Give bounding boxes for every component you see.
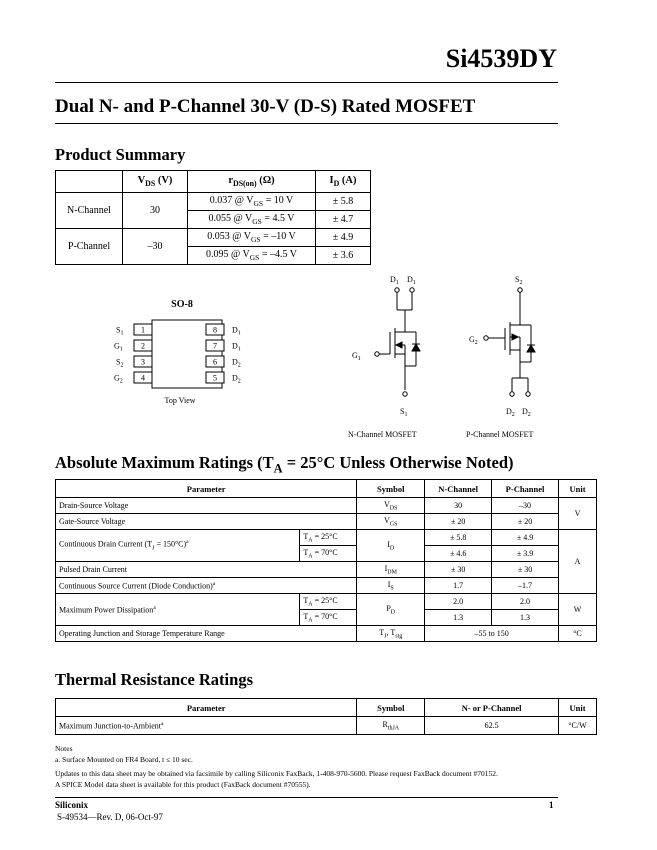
svg-text:4: 4: [141, 373, 145, 383]
rds-cell: 0.053 @ $V_{GS} = -10$ V: [188, 229, 316, 247]
svg-text:D1: $D_1$: [232, 341, 241, 353]
table-row: Gate-Source Voltage $V_{GS}$ ± 20 ± 20: [56, 514, 597, 530]
part-number: Si4539DY: [445, 44, 557, 73]
header-rule: [55, 82, 558, 83]
svg-text:D1: $D_1$: [232, 325, 241, 337]
n-drain-label: $D_1$: [390, 275, 399, 286]
svg-text:D2: $D_2$: [232, 373, 241, 385]
pin-left: [116, 324, 152, 337]
so8-package-diagram: [100, 292, 270, 412]
title-rule: [55, 123, 558, 124]
footer-rule: [55, 797, 558, 798]
spice-note: A SPICE Model data sheet is available for this product (FaxBack document #70555).: [55, 780, 311, 789]
pin-right: [206, 372, 241, 385]
col-rds: $r_{DS(on)}$ (Ω): [188, 171, 316, 193]
svg-text:2: 2: [141, 341, 145, 351]
n-source-label: $S_1$: [400, 407, 408, 418]
product-summary-table: [55, 170, 371, 265]
p-drain-label: $D_2$: [506, 407, 515, 418]
col-id: $I_D$ (A): [316, 171, 371, 193]
svg-text:S2: $S_2$: [116, 357, 124, 369]
pin-left: [114, 372, 152, 385]
table-row: [56, 229, 371, 247]
trr-heading: Thermal Resistance Ratings: [55, 670, 253, 689]
rds-cell: 0.095 @ $V_{GS} = -4.5$ V: [188, 247, 316, 265]
pin-right: [206, 324, 241, 337]
n-gate-label: $G_1$: [352, 351, 361, 362]
footer-company: Siliconix: [55, 800, 89, 810]
rds-cell: 0.037 @ $V_{GS} = 10$ V: [188, 193, 316, 211]
pin-left: [114, 340, 152, 353]
p-channel-symbol: [484, 288, 535, 396]
p-gate-label: $G_2$: [469, 335, 478, 346]
pin-right: [206, 356, 241, 369]
package-name: SO-8: [171, 299, 193, 310]
absolute-maximum-ratings-table: [55, 479, 597, 642]
notes-label: Notes: [55, 744, 73, 753]
footer-doc-revision: S-49534—Rev. D, 06-Oct-97: [57, 812, 163, 822]
rds-cell: 0.055 @ $V_{GS} = 4.5$ V: [188, 211, 316, 229]
table-header-row: [56, 171, 371, 193]
n-channel-caption: N-Channel MOSFET: [348, 430, 417, 439]
id-cell: ± 3.6: [316, 247, 371, 265]
p-source-label: $S_2$: [515, 275, 523, 286]
note-a: a. Surface Mounted on FR4 Board, t ≤ 10 sec.: [55, 755, 193, 764]
id-cell: ± 5.8: [316, 193, 371, 211]
col-vds: $V_{DS}$ (V): [123, 171, 188, 193]
table-header-row: Parameter Symbol N- or P-Channel Unit: [56, 699, 597, 717]
table-row: Pulsed Drain Current $I_{DM}$ ± 30 ± 30: [56, 562, 597, 578]
svg-text:7: 7: [213, 341, 217, 351]
pin-left: [116, 356, 152, 369]
svg-text:6: 6: [213, 357, 217, 367]
table-row: Maximum Junction-to-Ambient$^a$ $R_{thJA}$ 62.5 °C/W: [56, 717, 597, 735]
svg-text:1: 1: [141, 325, 145, 335]
svg-text:5: 5: [213, 373, 217, 383]
channel-cell: N-Channel: [56, 193, 123, 229]
thermal-resistance-table: [55, 698, 597, 735]
n-drain-label: $D_1$: [407, 275, 416, 286]
svg-text:S1: $S_1$: [116, 325, 124, 337]
vds-cell: –30: [123, 229, 188, 265]
product-summary-heading: Product Summary: [55, 145, 186, 164]
update-note: Updates to this data sheet may be obtained via facsimile by calling Siliconix FaxBack, 1-408-970-5600. Please request FaxBack document #70152.: [55, 769, 498, 778]
p-drain-label: $D_2$: [522, 407, 531, 418]
svg-text:3: 3: [141, 357, 145, 367]
svg-text:G2: $G_2$: [114, 373, 123, 385]
top-view-caption: Top View: [164, 396, 196, 405]
page-title: Dual N- and P-Channel 30-V (D-S) Rated MOSFET: [55, 96, 476, 117]
table-row: $T_A = 70^\circ C$ ± 4.6 ± 3.9: [56, 546, 597, 562]
channel-cell: P-Channel: [56, 229, 123, 265]
p-channel-caption: P-Channel MOSFET: [466, 430, 534, 439]
table-header-row: Parameter Symbol N-Channel P-Channel Unit: [56, 480, 597, 498]
id-cell: ± 4.9: [316, 229, 371, 247]
table-row: Continuous Source Current (Diode Conduction)$^a$ $I_S$ 1.7 –1.7: [56, 578, 597, 594]
pin-right: [206, 340, 241, 353]
table-row: Drain-Source Voltage $V_{DS}$ 30 –30 V: [56, 498, 597, 514]
table-row: [56, 193, 371, 211]
table-row: Continuous Drain Current $(T_J = 150^\circ C)^a$ $T_A = 25^\circ C$ $I_D$ ± 5.8 ± 4.9 A: [56, 530, 597, 546]
mosfet-schematics: [340, 270, 570, 445]
table-row: Operating Junction and Storage Temperature Range $T_J$, $T_{stg}$ –55 to 150 °C: [56, 626, 597, 642]
table-row: Maximum Power Dissipation$^a$ $T_A = 25^\circ C$ $P_D$ 2.0 2.0 W: [56, 594, 597, 610]
svg-text:G1: $G_1$: [114, 341, 123, 353]
id-cell: ± 4.7: [316, 211, 371, 229]
svg-text:D2: $D_2$: [232, 357, 241, 369]
footer-page-number: 1: [549, 800, 554, 810]
vds-cell: 30: [123, 193, 188, 229]
table-row: $T_A = 70^\circ C$ 1.3 1.3: [56, 610, 597, 626]
n-channel-symbol: [375, 288, 420, 396]
amr-heading: Absolute Maximum Ratings ($T_A = 25^\circ C$ Unless Otherwise Noted): [55, 453, 514, 476]
svg-text:8: 8: [213, 325, 217, 335]
